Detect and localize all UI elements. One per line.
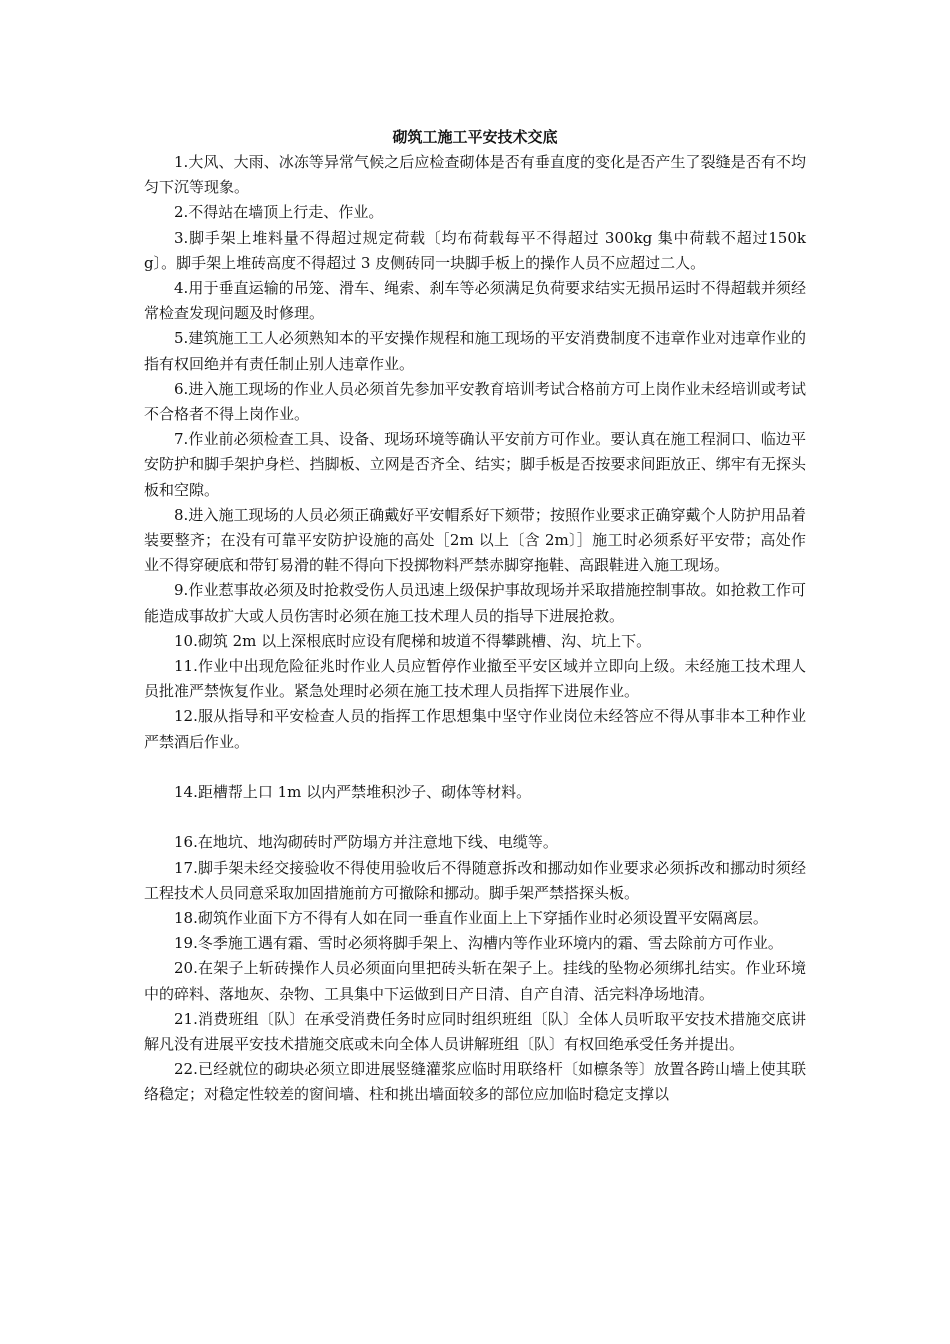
paragraph-11: 11.作业中出现危险征兆时作业人员应暂停作业撤至平安区域并立即向上级。未经施工技术理人员批准严禁恢复作业。紧急处理时必须在施工技术理人员指挥下进展作业。	[144, 657, 806, 701]
paragraph-3: 3.脚手架上堆料量不得超过规定荷载〔均布荷载每平不得超过 300kg 集中荷载不超过150kg〕。脚手架上堆砖高度不得超过 3 皮侧砖同一块脚手板上的操作人员不应超过二人。	[144, 228, 806, 272]
paragraph-9: 9.作业惹事故必须及时抢救受伤人员迅速上级保护事故现场并采取措施控制事故。如抢救工作可能造成事故扩大或人员伤害时必须在施工技术理人员的指导下进展抢救。	[144, 581, 806, 625]
paragraph-16: 16.在地坑、地沟砌砖时严防塌方并注意地下线、电缆等。	[174, 833, 558, 852]
paragraph-21: 21.消费班组〔队〕在承受消费任务时应同时组织班组〔队〕全体人员听取平安技术措施交底讲解凡没有进展平安技术措施交底或未向全体人员讲解班组〔队〕有权回绝承受任务并提出。	[144, 1009, 806, 1054]
paragraph-14: 14.距槽帮上口 1m 以内严禁堆积沙子、砌体等材料。	[174, 783, 532, 802]
paragraph-8: 8.进入施工现场的人员必须正确戴好平安帽系好下颏带；按照作业要求正确穿戴个人防护用品着装要整齐；在没有可靠平安防护设施的高处［2m 以上〔含 2m〕］施工时必须系好平安带；高处作业不得穿硬底和带钉易滑的鞋不得向下投掷物料严禁赤脚穿拖鞋、高跟鞋进入施工现场。	[144, 505, 806, 575]
paragraph-7: 7.作业前必须检查工具、设备、现场环境等确认平安前方可作业。要认真在施工程洞口、临边平安防护和脚手架护身栏、挡脚板、立网是否齐全、结实；脚手板是否按要求间距放正、绑牢有无探头板和空隙。	[144, 430, 806, 499]
paragraph-5: 5.建筑施工工人必须熟知本的平安操作规程和施工现场的平安消费制度不违章作业对违章作业的指有权回绝并有责任制止别人违章作业。	[144, 329, 806, 373]
paragraph-18: 18.砌筑作业面下方不得有人如在同一垂直作业面上上下穿插作业时必须设置平安隔离层。	[174, 909, 768, 928]
paragraph-20: 20.在架子上斩砖操作人员必须面向里把砖头斩在架子上。挂线的坠物必须绑扎结实。作业环境中的碎料、落地灰、杂物、工具集中下运做到日产日清、自产自清、活完料净场地清。	[144, 959, 806, 1003]
paragraph-10: 10.砌筑 2m 以上深根底时应设有爬梯和坡道不得攀跳槽、沟、坑上下。	[174, 631, 652, 650]
blank-line	[144, 805, 806, 830]
paragraph-12: 12.服从指导和平安检查人员的指挥工作思想集中坚守作业岗位未经答应不得从事非本工种作业严禁酒后作业。	[144, 707, 806, 751]
paragraph-1: 1.大风、大雨、冰冻等异常气候之后应检查砌体是否有垂直度的变化是否产生了裂缝是否有不均匀下沉等现象。	[144, 153, 806, 197]
paragraph-19: 19.冬季施工遇有霜、雪时必须将脚手架上、沟槽内等作业环境内的霜、雪去除前方可作业。	[174, 934, 783, 953]
document-body	[144, 124, 806, 1108]
paragraph-22: 22.已经就位的砌块必须立即进展竖缝灌浆应临时用联络杆〔如檩条等〕放置各跨山墙上使其联络稳定；对稳定性较差的窗间墙、柱和挑出墙面较多的部位应加临时稳定支撑以	[144, 1060, 806, 1104]
paragraph-4: 4.用于垂直运输的吊笼、滑车、绳索、刹车等必须满足负荷要求结实无损吊运时不得超载并须经常检查发现问题及时修理。	[144, 279, 806, 323]
blank-line	[144, 755, 806, 780]
document-title: 砌筑工施工平安技术交底	[392, 128, 558, 146]
paragraph-2: 2.不得站在墙顶上行走、作业。	[174, 203, 384, 222]
paragraph-17: 17.脚手架未经交接验收不得使用验收后不得随意拆改和挪动如作业要求必须拆改和挪动时须经工程技术人员同意采取加固措施前方可撤除和挪动。脚手架严禁搭探头板。	[144, 858, 806, 902]
paragraph-6: 6.进入施工现场的作业人员必须首先参加平安教育培训考试合格前方可上岗作业未经培训或考试不合格者不得上岗作业。	[144, 379, 806, 424]
